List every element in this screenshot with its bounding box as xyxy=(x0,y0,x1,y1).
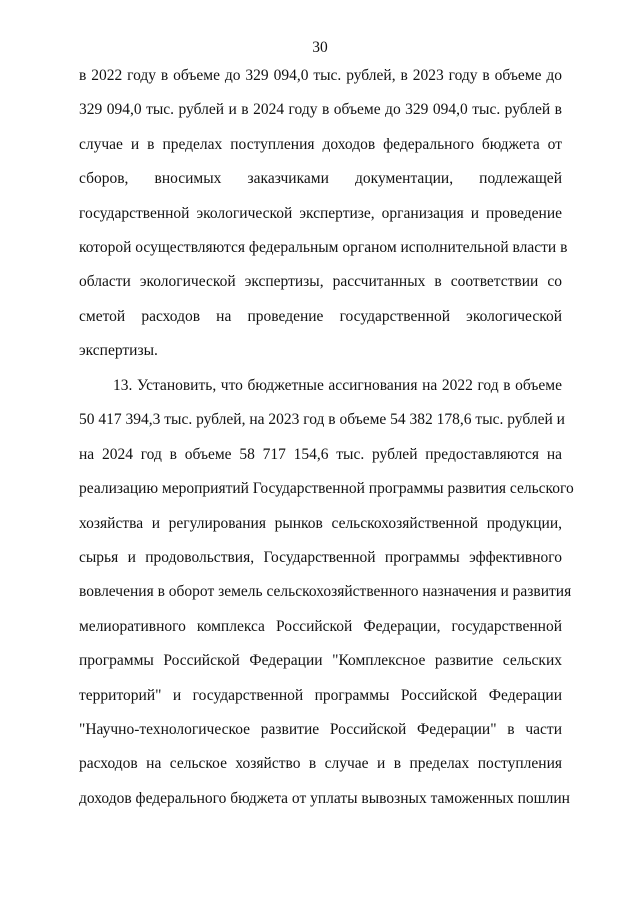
text-line: 13. Установить, что бюджетные ассигнования на 2022 год в объеме xyxy=(113,377,562,394)
text-line: которой осуществляются федеральным органом исполнительной власти в xyxy=(79,238,568,256)
text-line: хозяйства и регулирования рынков сельскохозяйственной продукции, xyxy=(79,514,562,532)
page-number: 30 xyxy=(312,39,328,56)
text-line: экспертизы. xyxy=(79,342,158,360)
text-line: реализацию мероприятий Государственной программы развития сельского xyxy=(79,480,574,498)
text-line: территорий" и государственной программы Российской Федерации xyxy=(79,686,562,704)
text-line: мелиоративного комплекса Российской Федерации, государственной xyxy=(79,617,562,635)
text-line: в 2022 году в объеме до 329 094,0 тыс. рублей, в 2023 году в объеме до xyxy=(79,67,562,84)
text-line: сырья и продовольствия, Государственной программы эффективного xyxy=(79,548,562,566)
text-line: государственной экологической экспертизе, организация и проведение xyxy=(79,204,562,222)
text-line: 329 094,0 тыс. рублей и в 2024 году в объеме до 329 094,0 тыс. рублей в xyxy=(79,101,562,119)
text-line: 50 417 394,3 тыс. рублей, на 2023 год в объеме 54 382 178,6 тыс. рублей и xyxy=(79,411,565,429)
text-line: на 2024 год в объеме 58 717 154,6 тыс. рублей предоставляются на xyxy=(79,445,562,463)
text-line: расходов на сельское хозяйство в случае и в пределах поступления xyxy=(79,755,562,773)
text-line: сметой расходов на проведение государственной экологической xyxy=(79,307,562,325)
text-line: сборов, вносимых заказчиками документации, подлежащей xyxy=(79,170,562,188)
text-line: вовлечения в оборот земель сельскохозяйственного назначения и развития xyxy=(79,583,572,601)
paragraph-continuation xyxy=(79,66,568,376)
text-line: случае и в пределах поступления доходов федерального бюджета от xyxy=(79,135,562,153)
text-line: "Научно-технологическое развитие Российской Федерации" в части xyxy=(79,720,562,738)
text-line: области экологической экспертизы, рассчитанных в соответствии со xyxy=(79,273,562,291)
paragraph-13 xyxy=(79,376,574,823)
text-line: доходов федерального бюджета от уплаты вывозных таможенных пошлин xyxy=(79,789,570,807)
text-line: программы Российской Федерации "Комплексное развитие сельских xyxy=(79,652,562,670)
